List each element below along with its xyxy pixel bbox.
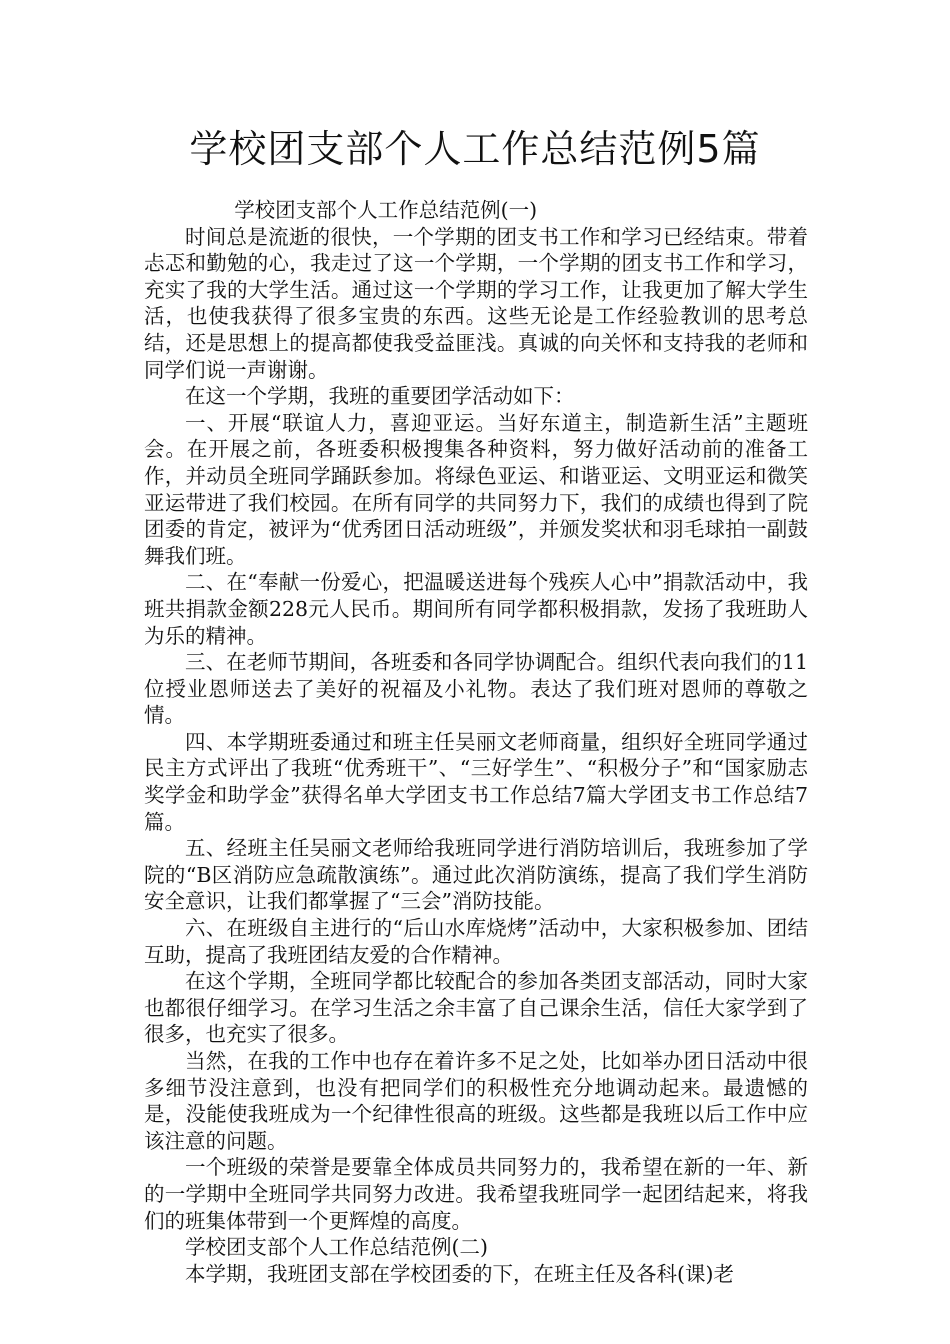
paragraph: 三、在老师节期间，各班委和各同学协调配合。组织代表向我们的11位授业恩师送去了美好的祝福及小礼物。表达了我们班对恩师的尊敬之情。 xyxy=(144,650,808,728)
document-body xyxy=(144,197,808,1287)
paragraph: 学校团支部个人工作总结范例(一) xyxy=(234,198,538,222)
paragraph: 一个班级的荣誉是要靠全体成员共同努力的，我希望在新的一年、新的一学期中全班同学共同努力改进。我希望我班同学一起团结起来，将我们的班集体带到一个更辉煌的高度。 xyxy=(144,1155,808,1233)
paragraph: 一、开展“联谊人力，喜迎亚运。当好东道主，制造新生活”主题班会。在开展之前，各班委积极搜集各种资料，努力做好活动前的准备工作，并动员全班同学踊跃参加。将绿色亚运、和谐亚运、文明亚运和微笑亚运带进了我们校园。在所有同学的共同努力下，我们的成绩也得到了院团委的肯定，被评为“优秀团日活动班级”，并颁发奖状和羽毛球拍一副鼓舞我们班。 xyxy=(144,410,808,568)
paragraph: 在这一个学期，我班的重要团学活动如下： xyxy=(185,384,575,409)
paragraph: 在这个学期，全班同学都比较配合的参加各类团支部活动，同时大家也都很仔细学习。在学习生活之余丰富了自己课余生活，信任大家学到了很多，也充实了很多。 xyxy=(144,969,808,1047)
paragraph: 四、本学期班委通过和班主任吴丽文老师商量，组织好全班同学通过民主方式评出了我班“优秀班干”、“三好学生”、“积极分子”和“国家励志奖学金和助学金”获得名单大学团支书工作总结7篇大学团支书工作总结7篇。 xyxy=(144,729,808,834)
paragraph: 六、在班级自主进行的“后山水库烧烤”活动中，大家积极参加、团结互助，提高了我班团结友爱的合作精神。 xyxy=(144,916,808,967)
paragraph: 当然，在我的工作中也存在着许多不足之处，比如举办团日活动中很多细节没注意到，也没有把同学们的积极性充分地调动起来。最遗憾的是，没能使我班成为一个纪律性很高的班级。这些都是我班以后工作中应该注意的问题。 xyxy=(144,1049,808,1153)
paragraph: 时间总是流逝的很快，一个学期的团支书工作和学习已经结束。带着忐忑和勤勉的心，我走过了这一个学期，一个学期的团支书工作和学习，充实了我的大学生活。通过这一个学期的学习工作，让我更加了解大学生活，也使我获得了很多宝贵的东西。这些无论是工作经验教训的思考总结，还是思想上的提高都使我受益匪浅。真诚的向关怀和支持我的老师和同学们说一声谢谢。 xyxy=(144,224,808,382)
paragraph: 学校团支部个人工作总结范例(二) xyxy=(185,1235,488,1260)
paragraph: 二、在“奉献一份爱心，把温暖送进每个残疾人心中”捐款活动中，我班共捐款金额228元人民币。期间所有同学都积极捐款，发扬了我班助人为乐的精神。 xyxy=(144,570,808,648)
paragraph: 五、经班主任吴丽文老师给我班同学进行消防培训后，我班参加了学院的“B区消防应急疏散演练”。通过此次消防演练，提高了我们学生消防安全意识，让我们都掌握了“三会”消防技能。 xyxy=(144,836,808,914)
paragraph: 本学期，我班团支部在学校团委的下，在班主任及各科(课)老 xyxy=(185,1261,734,1286)
document-title: 学校团支部个人工作总结范例5篇 xyxy=(189,127,761,171)
